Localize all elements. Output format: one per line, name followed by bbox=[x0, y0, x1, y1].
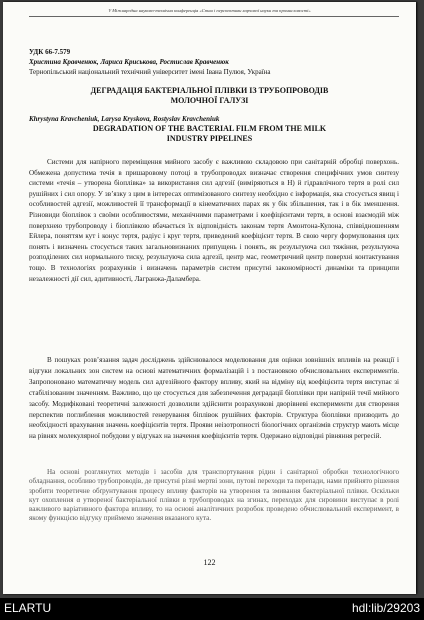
udk-code: УДК 66-7.579 bbox=[29, 48, 71, 56]
body-paragraph-2: В пошуках розв’язання задач досліджень здійснювалося моделювання для оцінки зовнішніх впливів на реакції і відгуки локальних зон систем на основі математичних формалізацій і з постановкою обчислювальних експериментів. Запропоновано математичну модель сил адгезійного фактору впливу, який на відміну від коефіцієнта тертя виступає зі стабілізованим значенням. Важливо, що це стосується для забезпечення деградації біоплівки при напірній течії мийного засобу. Модифіковані теоретичні залежності дозволили здійснити розрахункові дворівневі експерименти для створення перспектив поглиблення можливостей генерування біплівок рушійних факторів. Структура біоплівки призводить до необхідності врахування значень коефіцієнтів тертя. Прояви неізотропності біологічних організмів структур мають місце на рівнях молекулярної побудови у відгуках на значення коефіцієнтів тертя. Одержано відповідні рівняння регресій. bbox=[29, 356, 399, 441]
conference-header: V Міжнародна науково-технічна конференція «Стан і перспективи харчової науки та промисловості» bbox=[108, 8, 311, 13]
title-ukrainian-line-1: ДЕГРАДАЦІЯ БАКТЕРІАЛЬНОЇ ПЛІВКИ ІЗ ТРУБОПРОВОДІВ bbox=[90, 86, 329, 95]
header-rule bbox=[29, 16, 399, 17]
title-english-line-2: INDUSTRY PIPELINES bbox=[166, 134, 253, 143]
repository-name: ELARTU bbox=[4, 601, 52, 615]
authors-ukrainian: Христина Кравченюк, Лариса Криськова, Ростислав Кравченюк bbox=[29, 58, 229, 66]
body-paragraph-1: Системи для напірного переміщення мийного засобу є важливою складовою при санітарній обробці поверхонь. Обмежена допустима течія в пришаровому потоці в трубопроводах визначає створення специфічних умов синтезу системи «течія – утворена біоплівка» за використання сил адгезії (виміряються в Н) й гідравлічного тертя в ролі сил рушійних і сил опору. У зв’язку з цим в інтересах оптимізованого синтезу необхідно є інформація, яка стосується явищ і особливостей адгезії, можливостей її трансформації в кінематичних парах як у бік збільшення, так і в бік зменшення. Різновиди біоплівок з своїми особливостями, механічними параметрами і коефіцієнтами тертя, в основі взаємодій між поверхнею трубопроводу і біоплівкою вбачається їх відповідність законам тертя Амонтона-Кулона, співвідношенням Ейлера, поняттям кут і конус тертя, радіус і круг тертя, приведений коефіцієнт тертя. В свою чергу формулювання цих понять і визначень стосується таких загальновизнаних припущень і понять, як результуюча сил тяжіння, результуюча розподілених сил нормального тиску, результуюча сила адгезії, центр мас, геометричний центр поверхні контактування тощо. В технологіях розрахунків і визначень параметрів систем присутні закономірності динаміки та принципи незалежності дії сил, адитивності, Лагранжа-Даламбера. bbox=[29, 158, 399, 283]
authors-english: Khrystyna Kravcheniuk, Larysa Kryskova, Rostyslav Kravcheniuk bbox=[29, 115, 220, 123]
document-page bbox=[3, 2, 416, 594]
page-number: 122 bbox=[203, 558, 216, 567]
title-ukrainian-line-2: МОЛОЧНОЇ ГАЛУЗІ bbox=[170, 96, 249, 105]
handle-identifier: hdl:lib/29203 bbox=[351, 601, 420, 615]
repository-footer-bar bbox=[0, 598, 424, 620]
title-english-line-1: DEGRADATION OF THE BACTERIAL FILM FROM THE MILK bbox=[92, 124, 327, 133]
affiliation: Тернопільський національний технічний університет імені Івана Пулюя, Україна bbox=[29, 68, 271, 76]
body-paragraph-3: На основі розглянутих методів і засобів для транспортування рідин і санітарної обробки технологічного обладнання, особливо трубопроводів, де присутні різні мертві зони, путові переходи та перепади, нами прийнято рішення зробити теоретичне обґрунтування процесу впливу факторів на утворення та змивання бактеріальної плівки. Оскільки кут охоплення α утвореної бактеріальної плівки в трубопроводах на згинах, переходах для сировини виступає в ролі важливого варіативного фактора впливу, то на основі аналітичних розробок проведено обчислювальний експеримент, в якому функцією відгуку приймемо значення вказаного кута. bbox=[29, 468, 399, 523]
